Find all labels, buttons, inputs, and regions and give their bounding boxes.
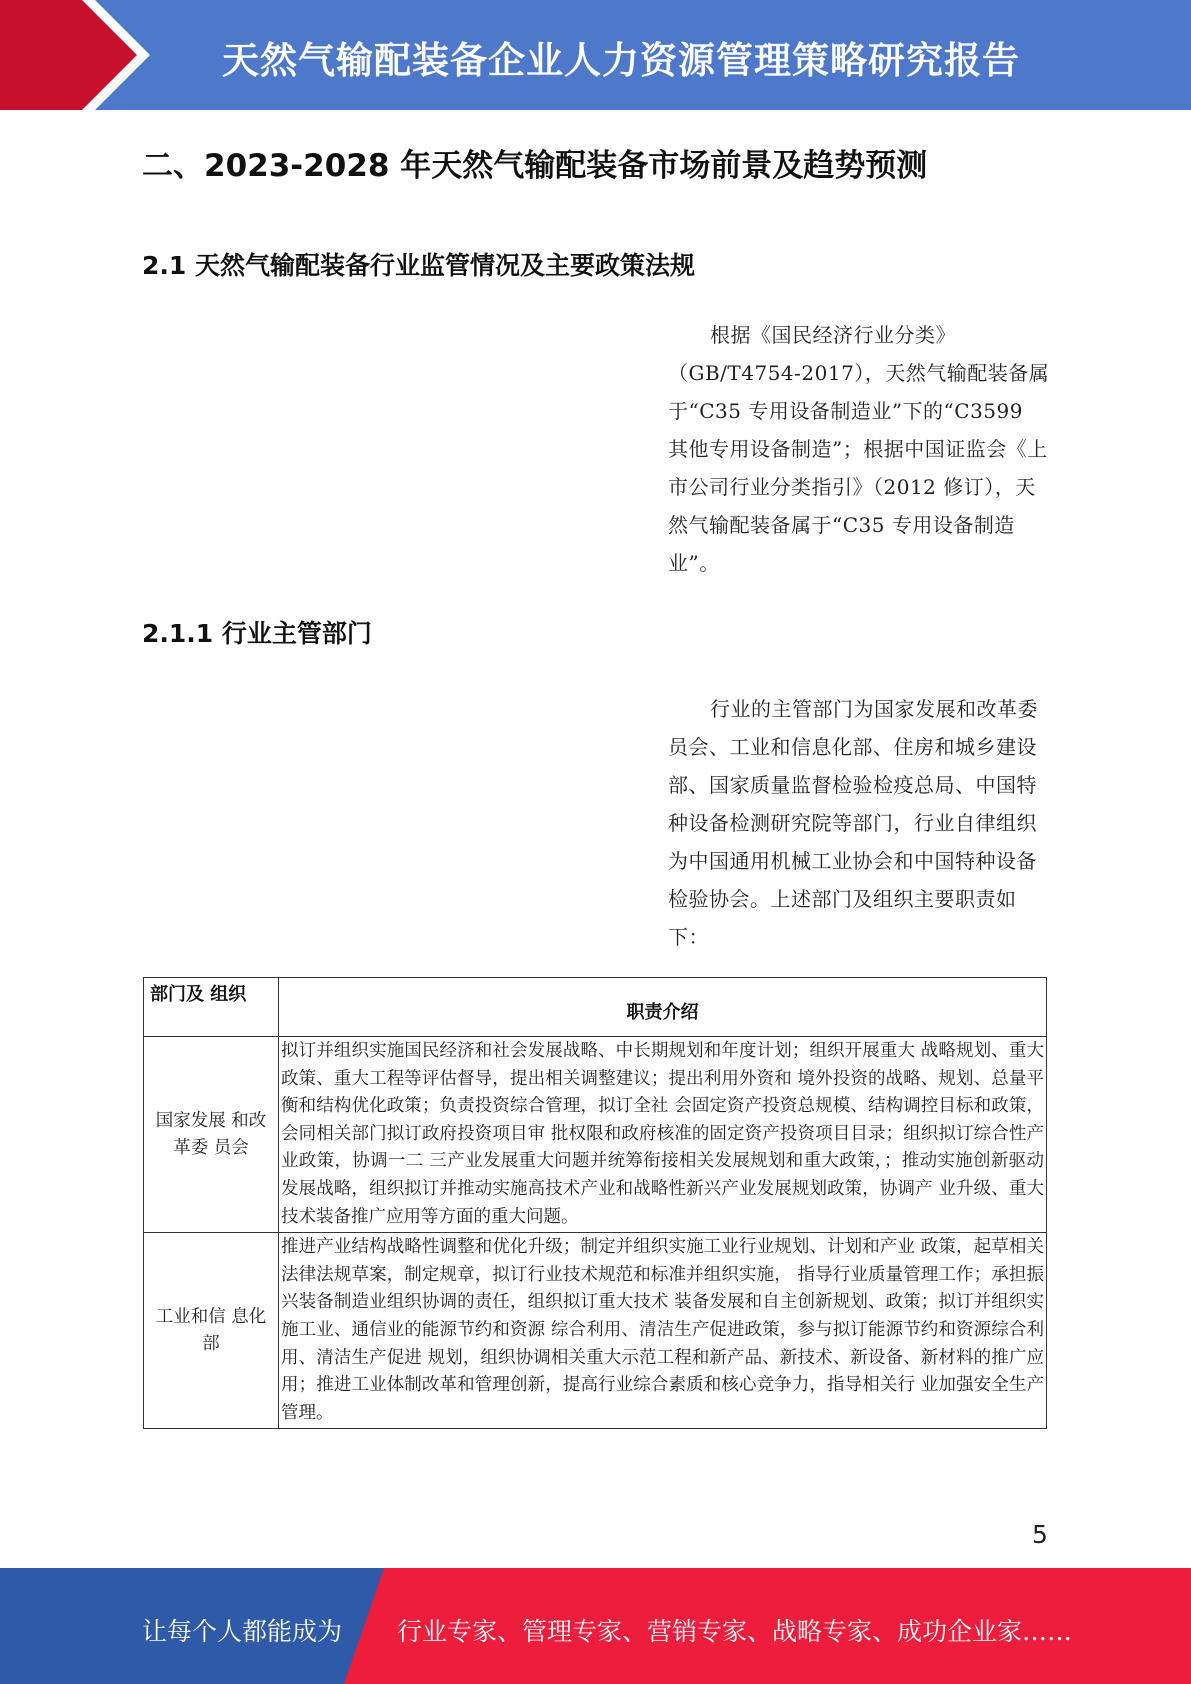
table-row [144,1037,1047,1233]
header-chevron-decoration [0,0,160,110]
authorities-paragraph: 行业的主管部门为国家发展和改革委员会、工业和信息化部、住房和城乡建设部、国家质量监督检验检疫总局、中国特种设备检测研究院等部门，行业自律组织为中国通用机械工业协会和中国特种设备检验协会。上述部门及组织主要职责如下： [668,697,1038,949]
table-header-duty: 职责介绍 [279,978,1047,1037]
footer-slogan-left: 让每个人都能成为 [142,1617,343,1646]
report-title: 天然气输配装备企业人力资源管理策略研究报告 [222,39,1020,82]
table-header-row [144,978,1047,1037]
footer-slogan-right: 行业专家、管理专家、营销专家、战略专家、成功企业家…… [397,1617,1073,1646]
table-cell-duty: 推进产业结构战略性调整和优化升级；制定并组织实施工业行业规划、计划和产业 政策，起草相关法律法规草案，制定规章，拟订行业技术规范和标准并组织实施， 指导行业质量管理工作；承担振兴装备制造业组织协调的责任，组织拟订重大技术 装备发展和自主创新规划、政策；拟订并组织实施工业、通信业的能源节约和资源 综合利用、清洁生产促进政策，参与拟订能源节约和资源综合利用、清洁生产促进 规划，组织协调相关重大示范工程和新产品、新技术、新设备、新材料的推广应 用；推进工业体制改革和管理创新，提高行业综合素质和核心竞争力，指导相关行 业加强安全生产管理。 [279,1233,1047,1429]
subsubsection-heading: 2.1.1 行业主管部门 [142,619,372,648]
table-cell-dept: 工业和信 息化部 [144,1233,279,1429]
classification-paragraph: 根据《国民经济行业分类》（GB/T4754-2017），天然气输配装备属于“C35 专用设备制造业”下的“C3599 其他专用设备制造”；根据中国证监会《上市公司行业分类指引》（2012 修订），天然气输配装备属于“C35 专用设备制造业”。 [668,323,1050,575]
table-cell-duty: 拟订并组织实施国民经济和社会发展战略、中长期规划和年度计划；组织开展重大 战略规划、重大政策、重大工程等评估督导，提出相关调整建议；提出利用外资和 境外投资的战略、规划、总量平衡和结构优化政策；负责投资综合管理，拟订全社 会固定资产投资总规模、结构调控目标和政策，会同相关部门拟订政府投资项目审 批权限和政府核准的固定资产投资项目目录；组织拟订综合性产业政策，协调一二 三产业发展重大问题并统筹衔接相关发展规划和重大政策，；推动实施创新驱动发展战略，组织拟订并推动实施高技术产业和战略性新兴产业发展规划政策，协调产 业升级、重大技术装备推广应用等方面的重大问题。 [279,1037,1047,1233]
page-header [0,0,1191,110]
table-header-dept: 部门及 组织 [144,978,279,1037]
page-number: 5 [1032,1520,1048,1549]
page-footer [0,1568,1191,1684]
table-cell-dept: 国家发展 和改革委 员会 [144,1037,279,1233]
subsection-heading: 2.1 天然气输配装备行业监管情况及主要政策法规 [142,251,695,280]
duties-table [143,977,1047,1429]
table-row [144,1233,1047,1429]
section-heading: 二、2023-2028 年天然气输配装备市场前景及趋势预测 [142,148,928,184]
